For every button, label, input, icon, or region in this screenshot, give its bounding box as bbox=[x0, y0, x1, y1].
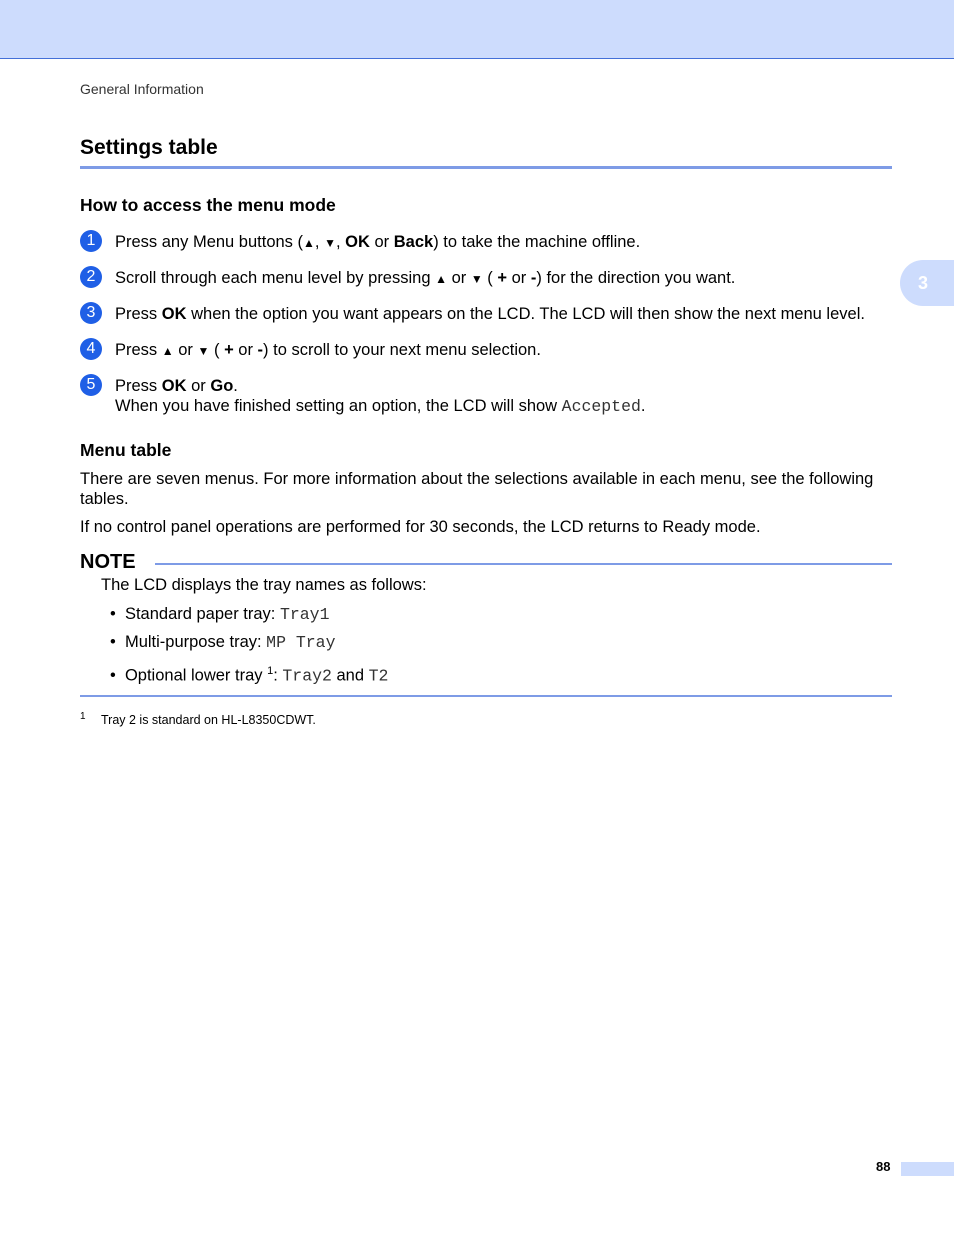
page-number: 88 bbox=[876, 1159, 891, 1174]
header-section-label: General Information bbox=[80, 81, 204, 97]
step-text: Scroll through each menu level by pressing ▲ or ▼ ( + or -) for the direction you want. bbox=[115, 269, 736, 287]
bullet-dot-icon: • bbox=[110, 605, 125, 623]
step-text: Press OK when the option you want appears on the LCD. The LCD will then show the next menu level. bbox=[115, 305, 865, 323]
bullet-dot-icon: • bbox=[110, 633, 125, 651]
footnote-mark: 1 bbox=[80, 711, 86, 722]
menu-table-heading: Menu table bbox=[80, 440, 172, 460]
step-text: Press ▲ or ▼ ( + or -) to scroll to your next menu selection. bbox=[115, 341, 541, 359]
step-number-badge: 4 bbox=[80, 338, 102, 360]
footnote-text: Tray 2 is standard on HL-L8350CDWT. bbox=[101, 713, 316, 727]
step-text: Press any Menu buttons (▲, ▼, OK or Back) to take the machine offline. bbox=[115, 233, 641, 251]
top-banner bbox=[0, 0, 954, 59]
step-5 bbox=[80, 376, 910, 418]
menu-table-timeout: If no control panel operations are performed for 30 seconds, the LCD returns to Ready mode. bbox=[80, 518, 761, 536]
note-title: NOTE bbox=[80, 551, 136, 573]
menu-table-intro: There are seven menus. For more information about the selections available in each menu, see the following tables. bbox=[80, 470, 874, 508]
note-bullet-optional: • Optional lower tray $^1$: Tray2 and T2 bbox=[110, 665, 389, 686]
step-number-badge: 1 bbox=[80, 230, 102, 252]
chapter-tab: 3 bbox=[900, 260, 954, 306]
footnote-ref: 1 bbox=[267, 665, 274, 677]
page-number-band bbox=[901, 1162, 954, 1176]
note-bullet-multipurpose: • Multi-purpose tray: MP Tray bbox=[110, 633, 336, 652]
up-arrow-icon: ▲ bbox=[303, 236, 315, 250]
page-title: Settings table bbox=[80, 136, 218, 159]
up-arrow-icon: ▲ bbox=[435, 272, 447, 286]
note-bullet-standard: • Standard paper tray: Tray1 bbox=[110, 605, 330, 624]
note-rule-top bbox=[155, 563, 892, 565]
title-rule bbox=[80, 166, 892, 169]
bullet-dot-icon: • bbox=[110, 666, 125, 685]
step-number-badge: 5 bbox=[80, 374, 102, 396]
down-arrow-icon: ▼ bbox=[324, 236, 336, 250]
up-arrow-icon: ▲ bbox=[161, 344, 174, 358]
down-arrow-icon: ▼ bbox=[197, 344, 210, 358]
step-number-badge: 2 bbox=[80, 266, 102, 288]
note-rule-bottom bbox=[80, 695, 892, 697]
down-arrow-icon: ▼ bbox=[470, 272, 483, 286]
lcd-accepted-text: Accepted bbox=[561, 397, 641, 416]
access-heading: How to access the menu mode bbox=[80, 195, 336, 215]
step-text: Press OK or Go. When you have finished setting an option, the LCD will show Accepted. bbox=[115, 377, 646, 416]
note-intro: The LCD displays the tray names as follows: bbox=[101, 576, 427, 594]
step-number-badge: 3 bbox=[80, 302, 102, 324]
